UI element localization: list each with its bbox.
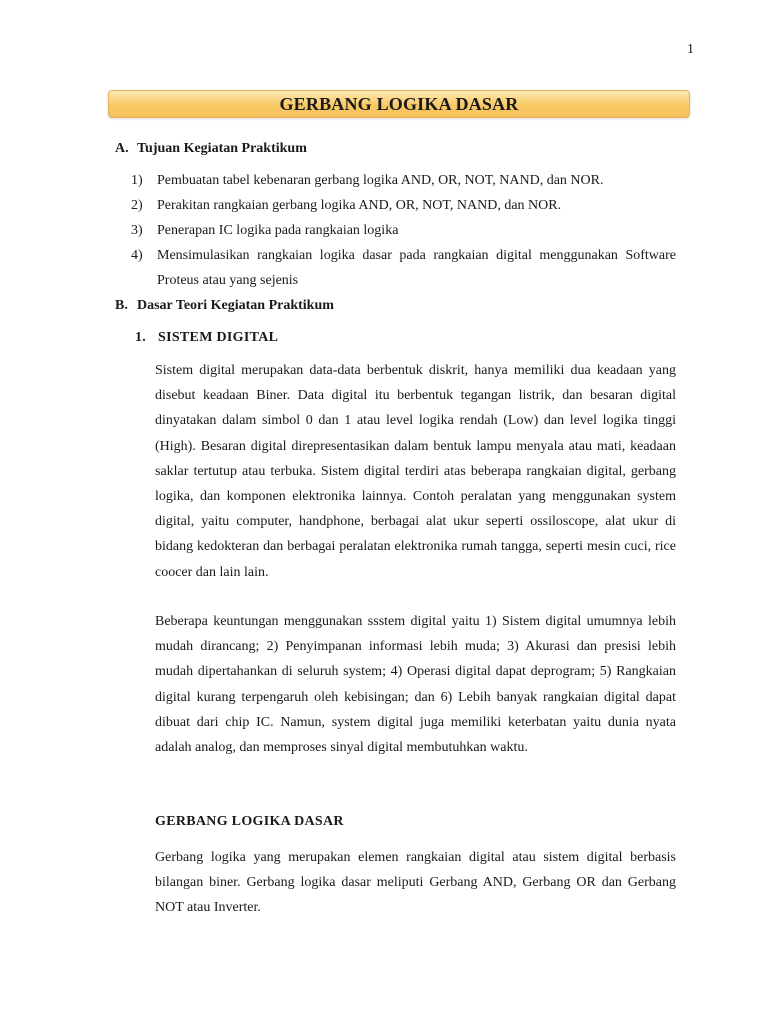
section-b-heading [115,298,334,314]
objectives-list [131,168,676,293]
list-item-text: Penerapan IC logika pada rangkaian logika [157,223,399,238]
section-b-title: Dasar Teori Kegiatan Praktikum [137,298,334,313]
list-item-text: Perakitan rangkaian gerbang logika AND, OR, NOT, NAND, dan NOR. [157,198,562,213]
subsection-heading [135,330,278,346]
list-item-number: 3) [131,223,143,238]
paragraph-gerbang-logika: Gerbang logika yang merupakan elemen rangkaian digital atau sistem digital berbasis bilangan biner. Gerbang logika dasar meliputi Gerbang AND, Gerbang OR dan Gerbang NOT atau Inverter. [155,850,676,916]
page-number: 1 [687,42,694,57]
section-a-marker: A. [115,141,129,156]
gerbang-logika-heading: GERBANG LOGIKA DASAR [155,814,344,829]
section-a-heading [115,141,307,157]
subsection-marker: 1. [135,330,147,345]
list-item [131,193,676,218]
paragraph-keuntungan: Beberapa keuntungan menggunakan ssstem digital yaitu 1) Sistem digital umumnya lebih mudah dirancang; 2) Penyimpanan informasi lebih muda; 3) Akurasi dan presisi lebih mudah dipertahankan di seluruh system; 4) Operasi digital dapat deprogram; 5) Rangkaian digital kurang terpengaruh oleh kebisingan; dan 6) Lebih banyak rangkaian digital dapat dibuat dari chip IC. Namun, system digital juga memiliki keterbatan yaitu dunia nyata adalah analog, dan memproses sinyal digital membutuhkan waktu. [155,614,676,756]
document-title: GERBANG LOGIKA DASAR [279,93,519,114]
list-item-number: 2) [131,198,143,213]
list-item-text: Mensimulasikan rangkaian logika dasar pada rangkaian digital menggunakan Software Proteus atau yang sejenis [157,248,676,288]
section-a-title: Tujuan Kegiatan Praktikum [137,141,307,156]
list-item [131,218,676,243]
subsection-title: SISTEM DIGITAL [158,330,279,345]
list-item-text: Pembuatan tabel kebenaran gerbang logika AND, OR, NOT, NAND, dan NOR. [157,173,604,188]
paragraph-sistem-digital: Sistem digital merupakan data-data berbentuk diskrit, hanya memiliki dua keadaan yang disebut keadaan Biner. Data digital itu berbentuk tegangan listrik, dan besaran digital dinyatakan dalam simbol 0 dan 1 atau level logika rendah (Low) dan level logika tinggi (High). Besaran digital direpresentasikan dalam bentuk lampu menyala atau mati, keadaan saklar tertutup atau terbuka. Sistem digital terdiri atas beberapa rangkaian digital, gerbang logika, dan komponen elektronika lainnya. Contoh peralatan yang menggunakan system digital, yaitu computer, handphone, berbagai alat ukur seperti ossiloscope, alat ukur di bidang kedokteran dan berbagai peralatan elektronika rumah tangga, seperti mesin cuci, rice coocer dan lain lain. [155,363,676,580]
section-b-marker: B. [115,298,128,313]
list-item-number: 1) [131,173,143,188]
list-item-number: 4) [131,248,143,263]
list-item [131,243,676,293]
title-banner [108,90,690,118]
list-item [131,168,676,193]
